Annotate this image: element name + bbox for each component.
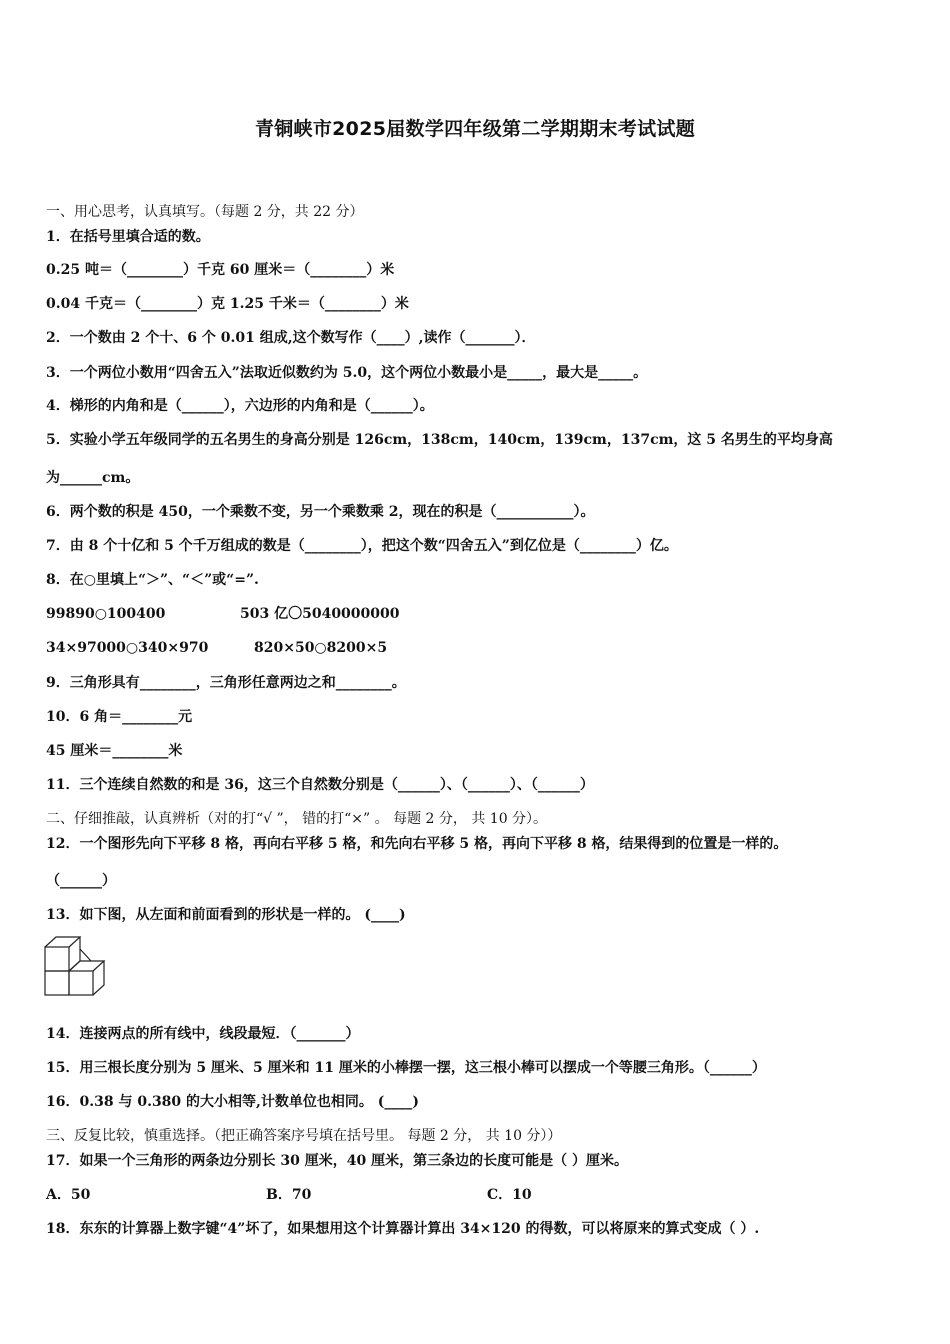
question-5-line1: 5．实验小学五年级同学的五名男生的身高分别是 126cm，138cm，140cm，139cm，137cm，这 5 名男生的平均身高 (46, 432, 833, 448)
section-1-heading: 一、用心思考，认真填写。（每题 2 分，共 22 分） (46, 204, 364, 220)
question-3: 3．一个两位小数用“四舍五入”法取近似数约为 5.0，这个两位小数最小是_____，最大是_____。 (46, 365, 648, 381)
question-15: 15．用三根长度分别为 5 厘米、5 厘米和 11 厘米的小棒摆一摆，这三根小棒可以摆成一个等腰三角形。（______） (46, 1060, 766, 1076)
question-1: 1．在括号里填合适的数。 (46, 229, 210, 245)
question-8-item-3: 34×97000○340×970 (46, 640, 209, 656)
section-3-heading: 三、反复比较，慎重选择。（把正确答案序号填在括号里。 每题 2 分， 共 10 分）） (46, 1128, 562, 1144)
question-6: 6．两个数的积是 450，一个乘数不变，另一个乘数乘 2，现在的积是（___________）。 (46, 504, 595, 520)
question-8-item-4: 820×50○8200×5 (254, 640, 388, 656)
question-17: 17．如果一个三角形的两条边分别长 30 厘米，40 厘米，第三条边的长度可能是（ ）厘米。 (46, 1153, 628, 1169)
question-10a: 10．6 角＝________元 (46, 709, 193, 725)
question-17-option-c: C．10 (487, 1187, 532, 1203)
question-1a: 0.25 吨＝（________）千克 60 厘米＝（________）米 (46, 262, 395, 278)
question-7: 7．由 8 个十亿和 5 个千万组成的数是（________），把这个数“四舍五入”到亿位是（________）亿。 (46, 538, 678, 554)
question-8-item-2: 503 亿〇5040000000 (240, 606, 400, 622)
question-12-line2: （______） (46, 873, 116, 889)
question-8-item-1: 99890○100400 (46, 606, 166, 622)
cube-stack-figure (44, 936, 106, 998)
section-2-heading: 二、仔细推敲，认真辨析（对的打“√ ”， 错的打“×” 。 每题 2 分， 共 10 分）。 (46, 811, 548, 827)
question-1b: 0.04 千克＝（________）克 1.25 千米＝（________）米 (46, 296, 409, 312)
question-18: 18．东东的计算器上数字键“4”坏了，如果想用这个计算器计算出 34×120 的得数，可以将原来的算式变成（ ）. (46, 1221, 760, 1237)
question-16: 16．0.38 与 0.380 的大小相等,计数单位也相同。 (____) (46, 1094, 420, 1110)
question-14: 14．连接两点的所有线中，线段最短．（_______） (46, 1026, 360, 1042)
page-title: 青铜峡市2025届数学四年级第二学期期末考试试题 (254, 118, 696, 140)
question-17-option-b: B．70 (266, 1187, 312, 1203)
question-17-option-a: A．50 (46, 1187, 91, 1203)
question-5-line2: 为______cm。 (46, 470, 140, 486)
question-13: 13．如下图，从左面和前面看到的形状是一样的。 (____) (46, 907, 406, 923)
question-10b: 45 厘米＝________米 (46, 743, 183, 759)
question-2: 2．一个数由 2 个十、6 个 0.01 组成,这个数写作（____）,读作（_______）． (46, 330, 536, 346)
question-4: 4．梯形的内角和是（______），六边形的内角和是（______）。 (46, 398, 434, 414)
question-8: 8．在○里填上“＞”、“＜”或“=”. (46, 572, 259, 588)
question-9: 9．三角形具有________，三角形任意两边之和________。 (46, 675, 406, 691)
question-12-line1: 12．一个图形先向下平移 8 格，再向右平移 5 格，和先向右平移 5 格，再向下平移 8 格，结果得到的位置是一样的。 (46, 836, 788, 852)
question-11: 11．三个连续自然数的和是 36，这三个自然数分别是（______）、（______）、（______） (46, 777, 594, 793)
